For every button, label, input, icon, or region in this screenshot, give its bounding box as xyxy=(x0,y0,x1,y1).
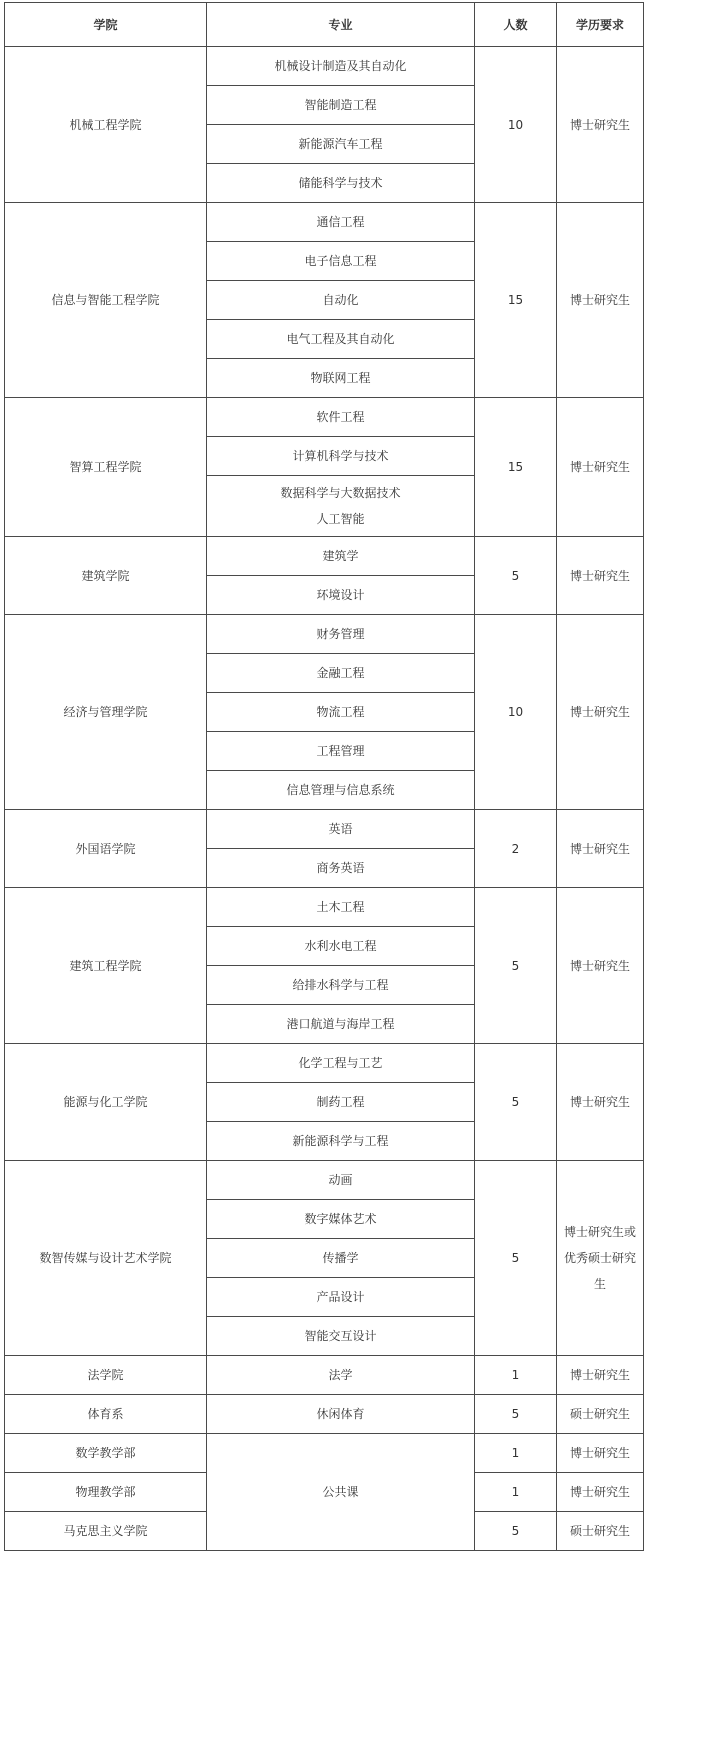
major-cell: 港口航道与海岸工程 xyxy=(207,1005,475,1044)
major-cell: 智能制造工程 xyxy=(207,86,475,125)
major-cell: 动画 xyxy=(207,1161,475,1200)
count-cell: 2 xyxy=(475,810,557,888)
college-cell: 建筑学院 xyxy=(5,537,207,615)
degree-cell: 博士研究生 xyxy=(557,810,644,888)
major-cell: 法学 xyxy=(207,1356,475,1395)
major-cell: 工程管理 xyxy=(207,732,475,771)
degree-cell: 博士研究生 xyxy=(557,398,644,537)
college-cell: 信息与智能工程学院 xyxy=(5,203,207,398)
count-cell: 5 xyxy=(475,888,557,1044)
college-cell: 建筑工程学院 xyxy=(5,888,207,1044)
header-count: 人数 xyxy=(475,3,557,47)
major-cell: 数据科学与大数据技术 人工智能 xyxy=(207,476,475,537)
college-cell: 能源与化工学院 xyxy=(5,1044,207,1161)
degree-cell: 博士研究生 xyxy=(557,1434,644,1473)
table-row xyxy=(5,1395,644,1434)
table-row xyxy=(5,888,644,927)
college-cell: 法学院 xyxy=(5,1356,207,1395)
college-cell: 数学教学部 xyxy=(5,1434,207,1473)
major-cell: 英语 xyxy=(207,810,475,849)
major-cell: 智能交互设计 xyxy=(207,1317,475,1356)
major-cell: 产品设计 xyxy=(207,1278,475,1317)
major-cell: 商务英语 xyxy=(207,849,475,888)
count-cell: 10 xyxy=(475,615,557,810)
count-cell: 5 xyxy=(475,1395,557,1434)
major-cell: 给排水科学与工程 xyxy=(207,966,475,1005)
major-cell: 电子信息工程 xyxy=(207,242,475,281)
count-cell: 5 xyxy=(475,1044,557,1161)
table-row xyxy=(5,47,644,86)
major-cell: 软件工程 xyxy=(207,398,475,437)
degree-cell: 博士研究生 xyxy=(557,47,644,203)
header-row xyxy=(5,3,644,47)
college-cell: 数智传媒与设计艺术学院 xyxy=(5,1161,207,1356)
count-cell: 5 xyxy=(475,1161,557,1356)
major-cell: 财务管理 xyxy=(207,615,475,654)
major-cell: 休闲体育 xyxy=(207,1395,475,1434)
table-row xyxy=(5,1356,644,1395)
college-cell: 物理教学部 xyxy=(5,1473,207,1512)
major-cell: 新能源汽车工程 xyxy=(207,125,475,164)
count-cell: 10 xyxy=(475,47,557,203)
table-row xyxy=(5,810,644,849)
major-cell: 制药工程 xyxy=(207,1083,475,1122)
degree-cell: 硕士研究生 xyxy=(557,1395,644,1434)
table-row xyxy=(5,1044,644,1083)
table-row xyxy=(5,615,644,654)
major-cell: 自动化 xyxy=(207,281,475,320)
degree-cell: 博士研究生 xyxy=(557,615,644,810)
college-cell: 外国语学院 xyxy=(5,810,207,888)
count-cell: 1 xyxy=(475,1434,557,1473)
major-cell: 物联网工程 xyxy=(207,359,475,398)
degree-cell: 博士研究生或 优秀硕士研究 生 xyxy=(557,1161,644,1356)
degree-cell: 博士研究生 xyxy=(557,1356,644,1395)
major-cell: 土木工程 xyxy=(207,888,475,927)
college-cell: 经济与管理学院 xyxy=(5,615,207,810)
table-row xyxy=(5,398,644,437)
degree-cell: 博士研究生 xyxy=(557,888,644,1044)
degree-cell: 硕士研究生 xyxy=(557,1512,644,1551)
table-body xyxy=(5,47,644,1551)
count-cell: 15 xyxy=(475,398,557,537)
count-cell: 15 xyxy=(475,203,557,398)
major-cell: 通信工程 xyxy=(207,203,475,242)
table-row xyxy=(5,537,644,576)
college-cell: 体育系 xyxy=(5,1395,207,1434)
degree-cell: 博士研究生 xyxy=(557,203,644,398)
recruitment-table xyxy=(4,2,644,1551)
major-cell: 电气工程及其自动化 xyxy=(207,320,475,359)
major-cell: 传播学 xyxy=(207,1239,475,1278)
college-cell: 机械工程学院 xyxy=(5,47,207,203)
header-degree: 学历要求 xyxy=(557,3,644,47)
table-row xyxy=(5,1434,644,1473)
count-cell: 5 xyxy=(475,537,557,615)
major-cell: 数字媒体艺术 xyxy=(207,1200,475,1239)
major-cell: 信息管理与信息系统 xyxy=(207,771,475,810)
major-cell: 水利水电工程 xyxy=(207,927,475,966)
degree-cell: 博士研究生 xyxy=(557,1044,644,1161)
degree-cell: 博士研究生 xyxy=(557,1473,644,1512)
major-cell: 化学工程与工艺 xyxy=(207,1044,475,1083)
major-cell: 机械设计制造及其自动化 xyxy=(207,47,475,86)
major-cell: 计算机科学与技术 xyxy=(207,437,475,476)
major-cell: 环境设计 xyxy=(207,576,475,615)
table-row xyxy=(5,203,644,242)
college-cell: 智算工程学院 xyxy=(5,398,207,537)
table-row xyxy=(5,1161,644,1200)
major-cell: 公共课 xyxy=(207,1434,475,1551)
major-cell: 储能科学与技术 xyxy=(207,164,475,203)
major-cell: 新能源科学与工程 xyxy=(207,1122,475,1161)
major-cell: 金融工程 xyxy=(207,654,475,693)
header-college: 学院 xyxy=(5,3,207,47)
count-cell: 1 xyxy=(475,1473,557,1512)
count-cell: 1 xyxy=(475,1356,557,1395)
degree-cell: 博士研究生 xyxy=(557,537,644,615)
major-cell: 物流工程 xyxy=(207,693,475,732)
count-cell: 5 xyxy=(475,1512,557,1551)
college-cell: 马克思主义学院 xyxy=(5,1512,207,1551)
header-major: 专业 xyxy=(207,3,475,47)
major-cell: 建筑学 xyxy=(207,537,475,576)
